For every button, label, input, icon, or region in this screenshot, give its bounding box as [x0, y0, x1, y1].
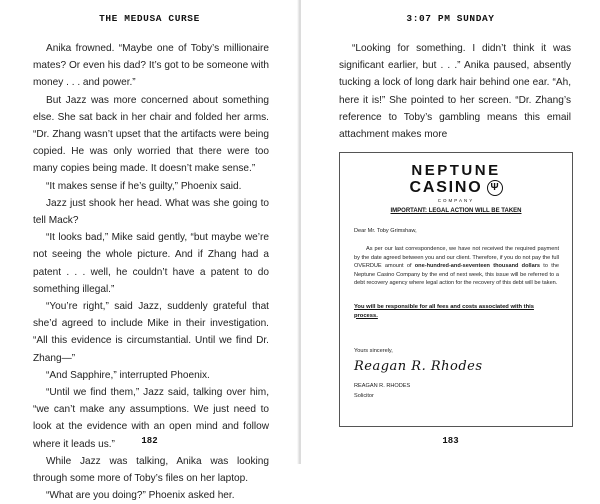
handwritten-signature: Reagan R. Rhodes	[354, 359, 483, 374]
paragraph: Jazz just shook her head. What was she going to tell Mack?	[33, 197, 269, 227]
letter-salutation: Dear Mr. Toby Grimshaw,	[354, 228, 417, 234]
running-head-right: 3:07 PM SUNDAY	[406, 13, 495, 24]
signer-name: REAGAN R. RHODES	[354, 383, 411, 389]
paragraph: While Jazz was talking, Anika was looking through some more of Toby’s files on her laptop.	[33, 455, 269, 485]
logo-line-casino: CASINO	[409, 179, 483, 196]
right-page-text	[339, 40, 571, 143]
paragraph: Anika frowned. “Maybe one of Toby’s millionaire mates? Or even his dad? It’s got to be someone with money . . . and power.”	[33, 43, 269, 89]
letter-body: As per our last correspondence, we have not received the required payment by the date agreed between you and our client. Therefore, if you do not pay the full OVERDUE amount of one-hundred-and-seventeen thousand dollars to the Neptune Casino Company by the end of next week, this issue will be referred to a debt recovery agency where legal action for the recovery of this debt will be taken.	[354, 246, 559, 287]
paragraph: “You’re right,” said Jazz, suddenly grateful that she’d agreed to include Mike in their investigation. “All this evidence is circumstantial. Until we find Dr. Zhang—”	[33, 301, 269, 364]
paragraph: “Looking for something. I didn’t think it was significant earlier, but . . .” Anika paused, absently tucking a lock of long dark hair behind one ear. “Ah, here it is!” She pointed to her screen. “Dr. Zhang’s reference to Toby’s gambling means this email attachment makes more	[339, 43, 571, 141]
paragraph: But Jazz was more concerned about something else. She sat back in her chair and folded her arms. “Dr. Zhang wasn’t upset that the artifacts were being copied. He was only worried that there were too many copies being made. It doesn’t make sense.”	[33, 94, 269, 175]
paragraph: “It looks bad,” Mike said gently, “but maybe we’re not seeing the whole picture. And if Zhang had a patent . . . well, he couldn’t have a patent to do something illegal.”	[33, 232, 269, 295]
page-number-left: 182	[141, 436, 158, 446]
trident-icon: Ψ	[487, 180, 503, 196]
casino-logo	[340, 163, 572, 203]
logo-line-company: COMPANY	[437, 198, 475, 203]
letter-warning: You will be responsible for all fees and costs associated with this process.	[354, 304, 534, 319]
paragraph: “It makes sense if he’s guilty,” Phoenix said.	[46, 180, 242, 192]
logo-line-neptune: NEPTUNE	[411, 162, 501, 179]
letter-heading: IMPORTANT: LEGAL ACTION WILL BE TAKEN	[390, 208, 522, 214]
paragraph: “And Sapphire,” interrupted Phoenix.	[46, 369, 210, 381]
email-attachment-letter	[339, 152, 573, 427]
left-page	[0, 0, 299, 502]
paragraph: “What are you doing?” Phoenix asked her.	[46, 490, 235, 502]
right-page	[301, 0, 600, 464]
left-page-text	[33, 40, 269, 504]
overdue-amount: one-hundred-and-seventeen thousand dollars	[414, 263, 541, 270]
running-head-left: THE MEDUSA CURSE	[99, 13, 200, 24]
page-number-right: 183	[442, 436, 459, 446]
letter-closing: Yours sincerely,	[354, 348, 393, 354]
signer-title: Solicitor	[354, 393, 374, 399]
paragraph: “Until we find them,” Jazz said, talking over him, “we can’t make any assumptions. We just need to look at the evidence with an open mind and follow where it leads us.”	[33, 387, 269, 450]
